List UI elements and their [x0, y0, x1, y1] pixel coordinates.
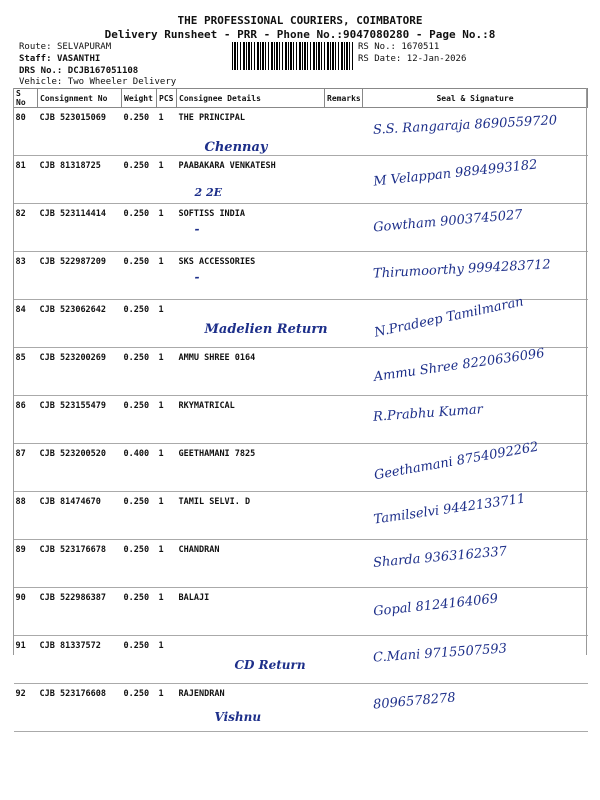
- row-consignee-text: SOFTISS INDIA: [178, 209, 246, 219]
- row-pcs-text: 1: [158, 353, 164, 363]
- row-consignee: [177, 156, 325, 204]
- handwritten-signature: Sharda 9363162337: [372, 544, 508, 571]
- company-title: THE PROFESSIONAL COURIERS, COIMBATORE: [177, 14, 423, 27]
- row-consignment-no-text: CJB 81337572: [39, 641, 101, 651]
- table-row: [14, 156, 588, 204]
- row-weight-text: 0.250: [123, 689, 150, 699]
- row-sno: [14, 396, 38, 444]
- row-consignee-text: CHANDRAN: [178, 545, 220, 555]
- row-consignment-no: [38, 588, 122, 636]
- row-sno: [14, 444, 38, 492]
- row-signature: [363, 348, 588, 396]
- row-weight-text: 0.250: [123, 401, 150, 411]
- row-consignee: [177, 540, 325, 588]
- table-row: [14, 636, 588, 684]
- row-pcs-text: 1: [158, 305, 164, 315]
- rs-no-value: 1670511: [401, 42, 440, 52]
- row-sno-text: 85: [15, 353, 26, 363]
- row-consignment-no-text: CJB 523176608: [39, 689, 107, 699]
- row-pcs: [157, 636, 177, 684]
- table-row: [14, 588, 588, 636]
- row-signature: [363, 636, 588, 684]
- row-consignment-no-text: CJB 81474670: [39, 497, 101, 507]
- runsheet-subtitle: Delivery Runsheet - PRR - Phone No.:9047080280 - Page No.:8: [104, 28, 496, 41]
- row-consignee: [177, 348, 325, 396]
- row-weight: [122, 108, 157, 156]
- row-remarks: [325, 204, 363, 252]
- row-pcs-text: 1: [158, 257, 164, 267]
- row-weight-text: 0.250: [123, 161, 150, 171]
- col-header-weight: Weight: [122, 89, 157, 108]
- row-weight: [122, 348, 157, 396]
- handwritten-signature: 8096578278: [372, 690, 456, 713]
- row-signature: [363, 252, 588, 300]
- handwritten-signature: S.S. Rangaraja 8690559720: [372, 113, 557, 138]
- row-pcs: [157, 204, 177, 252]
- row-pcs: [157, 540, 177, 588]
- handwritten-signature: Ammu Shree 8220636096: [372, 346, 545, 385]
- row-sno-text: 84: [15, 305, 26, 315]
- row-consignment-no-text: CJB 523015069: [39, 113, 107, 123]
- row-pcs-text: 1: [158, 689, 164, 699]
- rs-date-value: 12-Jan-2026: [406, 54, 467, 64]
- row-weight: [122, 588, 157, 636]
- row-consignee: [177, 300, 328, 348]
- col-header-pcs: PCS: [157, 89, 177, 108]
- route-label: Route:: [19, 42, 52, 52]
- table-row: [14, 204, 588, 252]
- col-header-signature: Seal & Signature: [363, 89, 588, 108]
- row-consignment-no-text: CJB 522987209: [39, 257, 107, 267]
- row-consignee-text: BALAJI: [178, 593, 210, 603]
- row-consignment-no-text: CJB 81318725: [39, 161, 101, 171]
- staff-value: VASANTHI: [56, 54, 101, 64]
- row-pcs-text: 1: [158, 161, 164, 171]
- row-consignee: [177, 396, 325, 444]
- row-consignee-text: PAABAKARA VENKATESH: [178, 161, 276, 171]
- barcode: [232, 42, 354, 70]
- handwritten-note: Vishnu: [214, 710, 262, 724]
- row-signature: [363, 684, 588, 732]
- row-weight: [122, 492, 157, 540]
- row-weight-text: 0.250: [123, 641, 150, 651]
- drs-label: DRS No.:: [19, 66, 63, 76]
- row-weight-text: 0.250: [123, 113, 150, 123]
- handwritten-signature: Gopal 8124164069: [372, 591, 499, 620]
- row-consignment-no: [38, 300, 122, 348]
- row-pcs: [157, 492, 177, 540]
- row-consignment-no: [38, 684, 122, 732]
- col-header-consignment: Consignment No: [38, 89, 122, 108]
- row-consignment-no: [38, 396, 122, 444]
- row-consignee-text: GEETHAMANI 7825: [178, 449, 256, 459]
- row-consignee: [177, 588, 325, 636]
- row-consignee: [177, 636, 325, 684]
- row-sno: [14, 636, 38, 684]
- row-consignee-text: TAMIL SELVI. D: [178, 497, 251, 507]
- vehicle-label: Vehicle:: [19, 77, 63, 87]
- table-row: [14, 252, 588, 300]
- row-sno: [14, 492, 38, 540]
- row-sno-text: 81: [15, 161, 26, 171]
- row-remarks: [325, 108, 363, 156]
- row-remarks: [325, 588, 363, 636]
- row-signature: [363, 156, 588, 204]
- row-weight-text: 0.250: [123, 305, 150, 315]
- row-consignment-no: [38, 252, 122, 300]
- table-right-border: [586, 88, 587, 655]
- table-row: [14, 684, 588, 732]
- row-weight-text: 0.250: [123, 353, 150, 363]
- row-pcs-text: 1: [158, 593, 164, 603]
- row-sno-text: 80: [15, 113, 26, 123]
- table-header-row: [14, 89, 588, 108]
- row-weight-text: 0.250: [123, 257, 150, 267]
- row-remarks: [325, 396, 363, 444]
- row-sno: [14, 588, 38, 636]
- row-consignment-no: [38, 540, 122, 588]
- row-pcs-text: 1: [158, 545, 164, 555]
- handwritten-signature: Thirumoorthy 9994283712: [372, 257, 551, 282]
- row-weight-text: 0.250: [123, 497, 150, 507]
- rs-no-line: [358, 42, 439, 52]
- route-value: SELVAPURAM: [56, 42, 112, 52]
- table-row: [14, 300, 588, 348]
- row-weight-text: 0.250: [123, 545, 150, 555]
- row-consignee-text: RAJENDRAN: [178, 689, 225, 699]
- row-weight-text: 0.250: [123, 209, 150, 219]
- row-pcs-text: 1: [158, 209, 164, 219]
- table-row: [14, 108, 588, 156]
- handwritten-signature: R.Prabhu Kumar: [372, 402, 483, 425]
- route-line: [19, 42, 111, 52]
- row-weight: [122, 156, 157, 204]
- row-sno-text: 92: [15, 689, 26, 699]
- table-row: [14, 348, 588, 396]
- row-sno: [14, 156, 38, 204]
- row-pcs-text: 1: [158, 497, 164, 507]
- row-consignment-no: [38, 156, 122, 204]
- row-pcs: [157, 156, 177, 204]
- runsheet-table: [13, 88, 588, 732]
- table-row: [14, 396, 588, 444]
- row-sno-text: 82: [15, 209, 26, 219]
- handwritten-note: -: [194, 222, 200, 236]
- row-pcs: [157, 396, 177, 444]
- handwritten-note: CD Return: [234, 658, 306, 672]
- row-weight-text: 0.400: [123, 449, 150, 459]
- row-sno-text: 91: [15, 641, 26, 651]
- row-sno: [14, 684, 38, 732]
- row-consignee-text: SKS ACCESSORIES: [178, 257, 256, 267]
- row-sno: [14, 300, 38, 348]
- row-remarks: [325, 540, 363, 588]
- row-consignment-no-text: CJB 523155479: [39, 401, 107, 411]
- row-pcs: [157, 444, 177, 492]
- row-weight-text: 0.250: [123, 593, 150, 603]
- row-sno-text: 86: [15, 401, 26, 411]
- row-sno-text: 83: [15, 257, 26, 267]
- row-signature: [363, 294, 588, 348]
- row-weight: [122, 444, 157, 492]
- row-weight: [122, 204, 157, 252]
- row-consignment-no: [38, 204, 122, 252]
- handwritten-signature: C.Mani 9715507593: [372, 641, 507, 666]
- row-remarks: [325, 348, 363, 396]
- handwritten-signature: M Velappan 9894993182: [372, 157, 538, 190]
- row-sno: [14, 348, 38, 396]
- rs-date-line: [358, 54, 466, 64]
- table-left-border: [13, 88, 14, 655]
- row-consignment-no: [38, 636, 122, 684]
- handwritten-signature: Gowtham 9003745027: [372, 207, 523, 236]
- handwritten-note: Chennay: [204, 140, 268, 155]
- row-consignee-text: RKYMATRICAL: [178, 401, 235, 411]
- col-header-remarks: Remarks: [325, 89, 363, 108]
- drs-value: DCJB167051108: [67, 66, 139, 76]
- handwritten-note: -: [194, 270, 200, 284]
- row-remarks: [325, 300, 363, 348]
- drs-line: [19, 66, 138, 76]
- row-remarks: [325, 156, 363, 204]
- row-consignment-no-text: CJB 522986387: [39, 593, 107, 603]
- row-pcs-text: 1: [158, 449, 164, 459]
- row-consignee: [177, 204, 325, 252]
- row-pcs: [157, 684, 177, 732]
- row-consignee: [177, 252, 325, 300]
- row-sno: [14, 252, 38, 300]
- row-pcs: [157, 108, 177, 156]
- col-header-sno: S No: [14, 89, 38, 108]
- row-consignment-no: [38, 492, 122, 540]
- row-consignee: [177, 444, 325, 492]
- row-pcs-text: 1: [158, 641, 164, 651]
- row-signature: [363, 439, 588, 492]
- row-pcs: [157, 252, 177, 300]
- row-sno-text: 88: [15, 497, 26, 507]
- handwritten-signature: N.Pradeep Tamilmaran: [372, 294, 525, 341]
- vehicle-value: Two Wheeler Delivery: [67, 77, 177, 87]
- row-sno-text: 87: [15, 449, 26, 459]
- row-sno: [14, 204, 38, 252]
- handwritten-note: 2 2E: [194, 186, 223, 199]
- row-consignment-no: [38, 348, 122, 396]
- row-weight: [122, 396, 157, 444]
- staff-label: Staff:: [19, 54, 52, 64]
- staff-line: [19, 54, 100, 64]
- row-remarks: [325, 252, 363, 300]
- row-weight: [122, 252, 157, 300]
- row-consignment-no-text: CJB 523176678: [39, 545, 107, 555]
- row-remarks: [325, 636, 363, 684]
- row-consignee: [177, 492, 325, 540]
- table-row: [14, 444, 588, 492]
- row-consignment-no-text: CJB 523114414: [39, 209, 107, 219]
- row-consignee: [177, 108, 325, 156]
- row-signature: [363, 540, 588, 588]
- row-sno-text: 89: [15, 545, 26, 555]
- row-remarks: [325, 684, 363, 732]
- row-signature: [363, 588, 588, 636]
- table-row: [14, 492, 588, 540]
- row-consignment-no: [38, 444, 122, 492]
- row-pcs-text: 1: [158, 401, 164, 411]
- row-weight: [122, 636, 157, 684]
- row-signature: [363, 396, 588, 444]
- row-pcs: [157, 348, 177, 396]
- handwritten-signature: Geethamani 8754092262: [372, 439, 540, 484]
- row-signature: [363, 108, 588, 156]
- rs-no-label: RS No.:: [358, 42, 396, 52]
- row-signature: [363, 492, 588, 540]
- table-row: [14, 540, 588, 588]
- row-consignee-text: THE PRINCIPAL: [178, 113, 246, 123]
- row-consignment-no-text: CJB 523062642: [39, 305, 107, 315]
- row-pcs-text: 1: [158, 113, 164, 123]
- row-weight: [122, 300, 157, 348]
- row-consignment-no-text: CJB 523200520: [39, 449, 107, 459]
- row-consignment-no-text: CJB 523200269: [39, 353, 107, 363]
- handwritten-note: Madelien Return: [204, 322, 328, 337]
- row-consignee-text: AMMU SHREE 0164: [178, 353, 256, 363]
- row-consignment-no: [38, 108, 122, 156]
- row-pcs: [157, 300, 177, 348]
- row-remarks: [325, 444, 363, 492]
- row-consignee: [177, 684, 325, 732]
- row-signature: [363, 204, 588, 252]
- row-weight: [122, 540, 157, 588]
- row-sno-text: 90: [15, 593, 26, 603]
- vehicle-line: [19, 77, 176, 87]
- row-weight: [122, 684, 157, 732]
- row-sno: [14, 108, 38, 156]
- row-pcs: [157, 588, 177, 636]
- handwritten-signature: Tamilselvi 9442133711: [372, 491, 526, 528]
- row-remarks: [325, 492, 363, 540]
- rs-date-label: RS Date:: [358, 54, 402, 64]
- col-header-consignee: Consignee Details: [177, 89, 325, 108]
- row-sno: [14, 540, 38, 588]
